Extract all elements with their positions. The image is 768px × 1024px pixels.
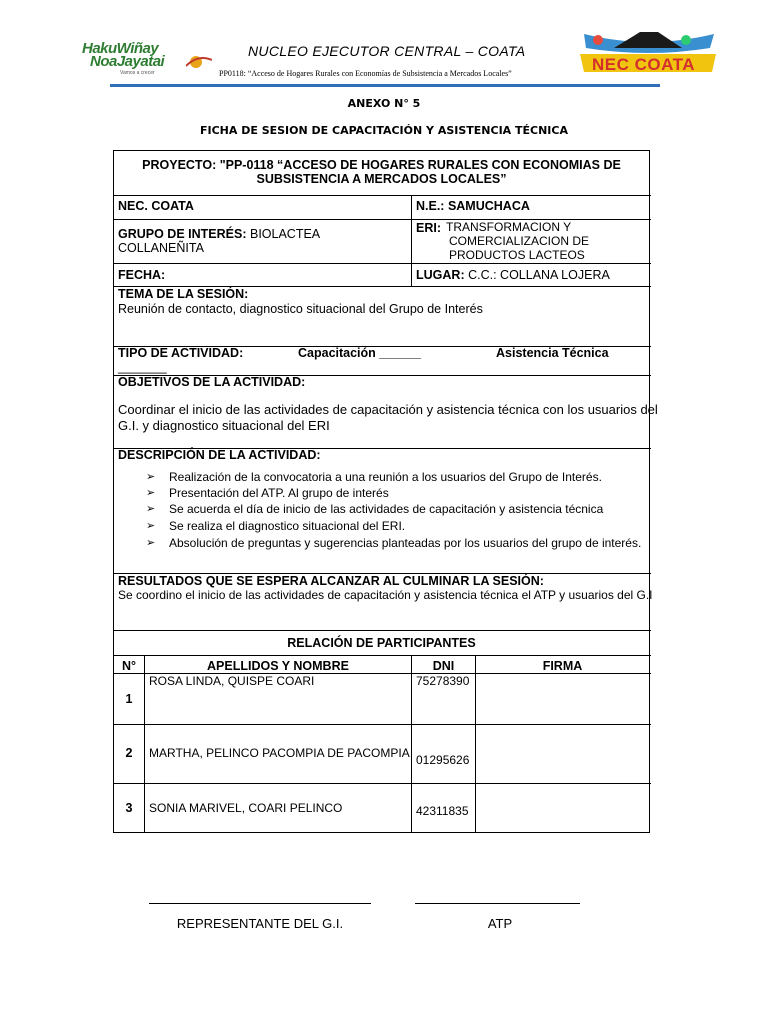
row-divider: [114, 630, 651, 631]
row-divider: [114, 263, 651, 264]
row-divider: [114, 724, 651, 725]
arrow-bullet-icon: ➢: [146, 520, 156, 532]
representative-signature-line[interactable]: [149, 903, 371, 904]
atp-signature-line[interactable]: [415, 903, 580, 904]
row-divider: [114, 195, 651, 196]
descripcion-item-text: Se acuerda el día de inicio de las actividades de capacitación y asistencia técnica: [169, 502, 604, 516]
tema-value: Reunión de contacto, diagnostico situacional del Grupo de Interés: [118, 302, 483, 316]
resultados-label: RESULTADOS QUE SE ESPERA ALCANZAR AL CULMINAR LA SESIÓN:: [118, 574, 544, 588]
participant-number: 3: [125, 801, 133, 815]
logo-left-line2: NoaJayatai: [90, 53, 165, 70]
row-divider: [114, 783, 651, 784]
descripcion-item-text: Se realiza el diagnostico situacional del ERI.: [169, 519, 406, 533]
participantes-title: RELACIÓN DE PARTICIPANTES: [287, 636, 476, 650]
col-header-firma: FIRMA: [542, 659, 583, 673]
eri-value-line1: TRANSFORMACION Y: [446, 220, 572, 234]
col-divider: [144, 655, 145, 833]
objetivos-label: OBJETIVOS DE LA ACTIVIDAD:: [118, 375, 306, 389]
descripcion-label: DESCRIPCIÓN DE LA ACTIVIDAD:: [118, 448, 321, 462]
logo-left-tagline: Vamos a crecer: [120, 70, 155, 76]
participant-dni: 75278390: [416, 674, 470, 688]
hakuwinay-logo: [82, 40, 214, 80]
descripcion-item-text: Absolución de preguntas y sugerencias planteadas por los usuarios del grupo de interés.: [169, 536, 642, 550]
descripcion-item-text: Presentación del ATP. Al grupo de interés: [169, 486, 389, 500]
fecha-label: FECHA:: [118, 268, 166, 282]
tipo-option-capacitacion: Capacitación ______: [298, 346, 421, 360]
arrow-bullet-icon: ➢: [146, 537, 156, 549]
col-divider: [411, 655, 412, 833]
row-divider: [114, 655, 651, 656]
lugar-value: C.C.: COLLANA LOJERA: [468, 268, 610, 282]
eri-label: ERI:: [416, 221, 441, 235]
lugar-label: LUGAR:: [416, 268, 465, 282]
project-title-line2: SUBSISTENCIA A MERCADOS LOCALES”: [256, 172, 507, 186]
representative-signature-label: REPRESENTANTE DEL G.I.: [176, 916, 344, 931]
col-divider: [411, 195, 412, 287]
header-divider: [110, 84, 660, 87]
objetivos-line1: Coordinar el inicio de las actividades de capacitación y asistencia técnica con los usuarios del: [118, 402, 658, 417]
resultados-value: Se coordino el inicio de las actividades de capacitación y asistencia técnica el ATP y usuarios del G.I: [118, 588, 653, 602]
col-header-number: N°: [121, 659, 137, 673]
participant-name: SONIA MARIVEL, COARI PELINCO: [149, 801, 343, 815]
nec-label: NEC. COATA: [118, 199, 194, 213]
participant-number: 1: [125, 692, 133, 706]
eri-value-line2: COMERCIALIZACION DE: [449, 234, 590, 248]
objetivos-line2: G.I. y diagnostico situacional del ERI: [118, 418, 330, 433]
session-form-table: [113, 150, 658, 833]
grupo-label: GRUPO DE INTERÉS:: [118, 227, 247, 241]
participant-name: ROSA LINDA, QUISPE COARI: [149, 674, 315, 688]
descripcion-item-text: Realización de la convocatoria a una reunión a los usuarios del Grupo de Interés.: [169, 470, 602, 484]
sun-icon: [186, 48, 212, 70]
col-header-dni: DNI: [432, 659, 455, 673]
participant-number: 2: [125, 746, 133, 760]
tipo-option-asistencia: Asistencia Técnica: [496, 346, 609, 360]
eri-value-line3: PRODUCTOS LACTEOS: [449, 248, 585, 262]
logo-right-text: NEC COATA: [592, 55, 696, 74]
atp-signature-label: ATP: [487, 916, 513, 931]
arrow-bullet-icon: ➢: [146, 487, 156, 499]
participant-name: MARTHA, PELINCO PACOMPIA DE PACOMPIA: [149, 746, 410, 760]
ne-label: N.E.: SAMUCHACA: [416, 199, 530, 213]
form-title: FICHA DE SESION DE CAPACITACIÓN Y ASISTENCIA TÉCNICA: [199, 124, 568, 137]
project-title-line1: PROYECTO: "PP-0118 “ACCESO DE HOGARES RURALES CON ECONOMIAS DE: [142, 158, 621, 172]
header-title: NUCLEO EJECUTOR CENTRAL – COATA: [248, 43, 526, 59]
grupo-value-line1: BIOLACTEA: [249, 227, 321, 241]
tipo-label: TIPO DE ACTIVIDAD:: [118, 346, 244, 360]
logo-left-line1: HakuWiñay: [82, 40, 159, 57]
lugar-field: [416, 268, 610, 282]
tema-label: TEMA DE LA SESIÓN:: [118, 287, 249, 301]
nec-coata-logo: [574, 28, 722, 76]
participant-dni: 42311835: [416, 804, 469, 818]
header-subtitle: PP0118: “Acceso de Hogares Rurales con Economías de Subsistencia a Mercados Locales”: [219, 69, 512, 78]
col-divider: [475, 655, 476, 833]
grupo-field: [118, 227, 320, 241]
tipo-asistencia-blank: _______: [118, 360, 167, 374]
col-header-name: APELLIDOS Y NOMBRE: [207, 659, 349, 673]
annex-number: ANEXO N° 5: [347, 97, 421, 110]
participant-dni: 01295626: [416, 753, 470, 767]
grupo-value-line2: COLLANEÑITA: [118, 241, 204, 255]
arrow-bullet-icon: ➢: [146, 503, 156, 515]
arrow-bullet-icon: ➢: [146, 471, 156, 483]
